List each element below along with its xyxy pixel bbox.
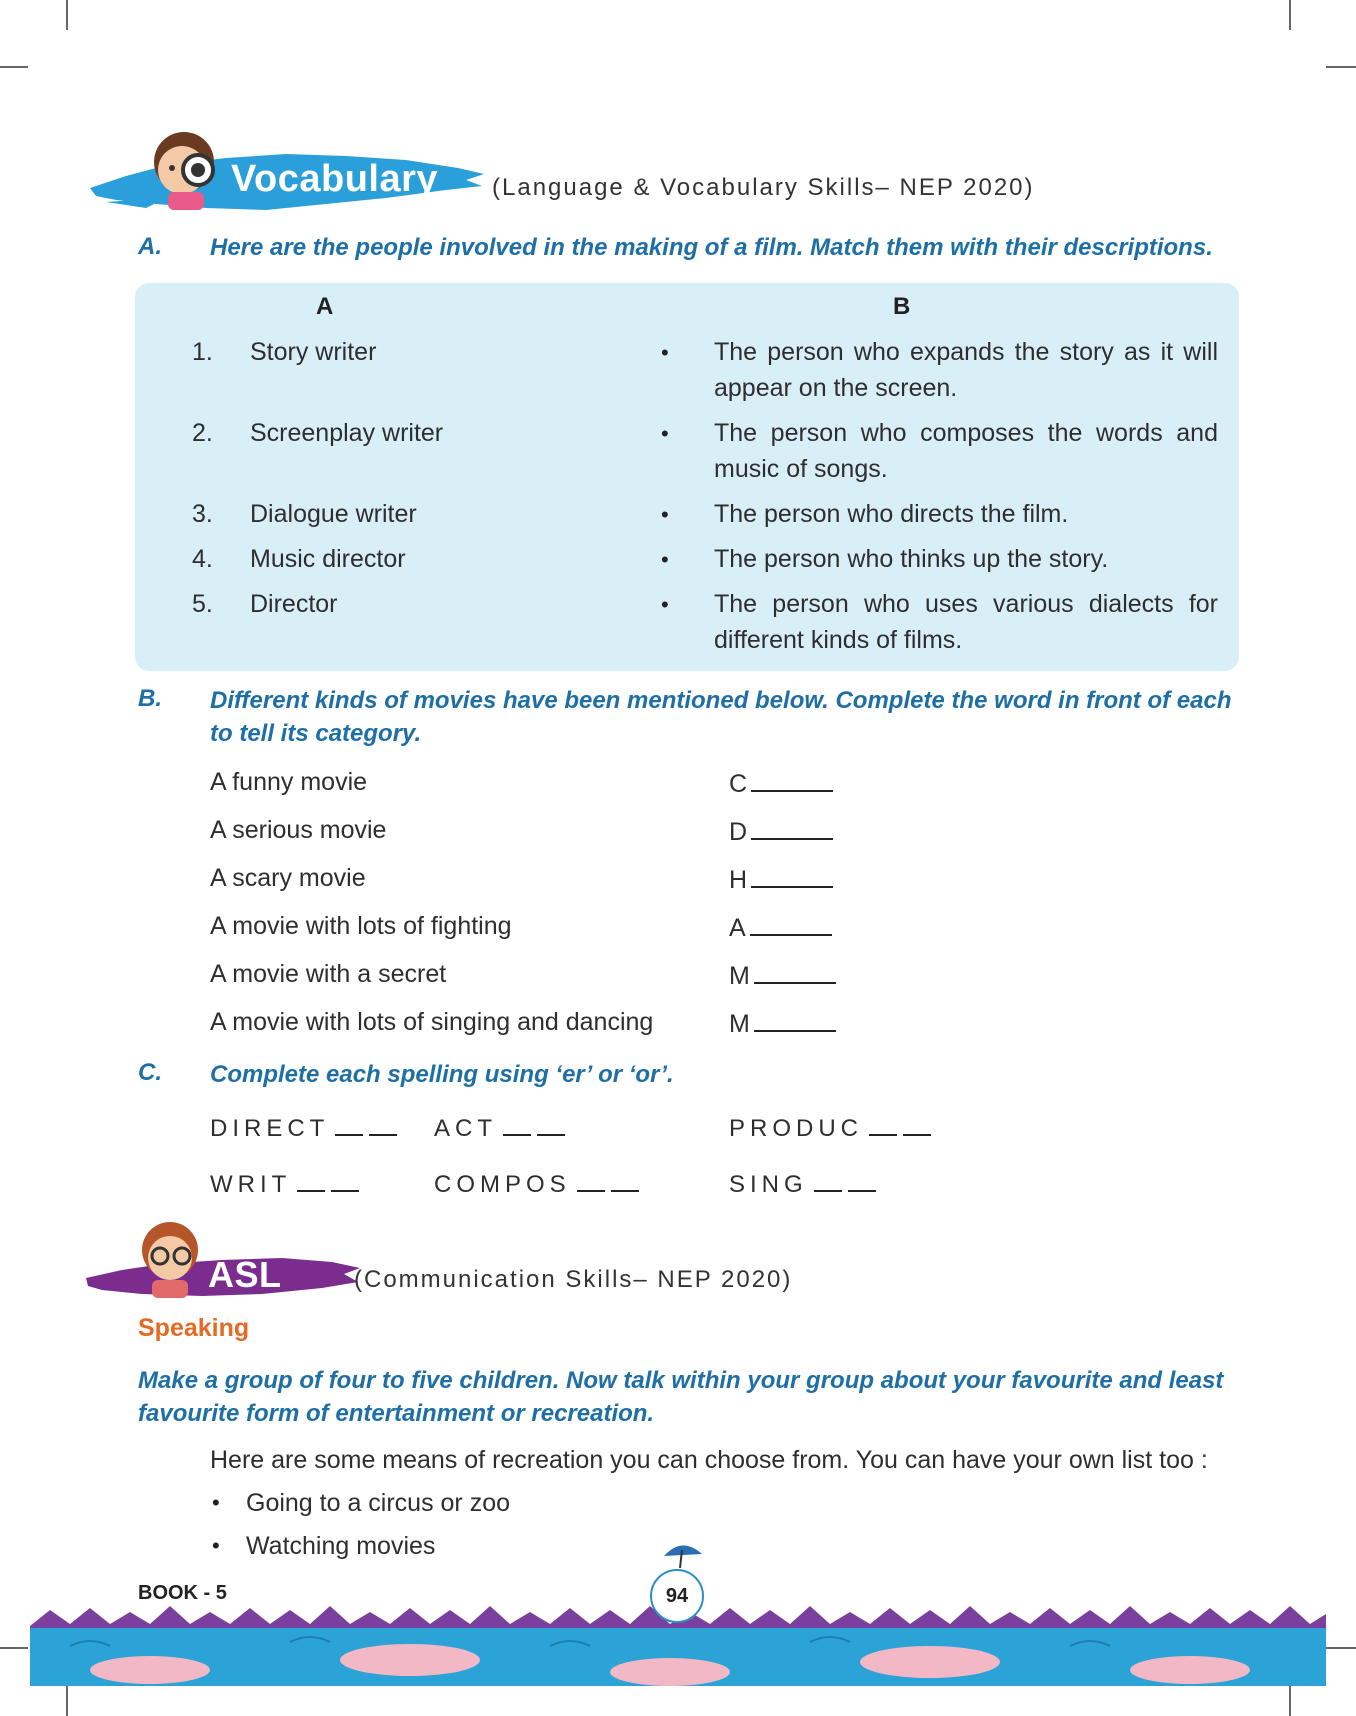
speaking-heading: Speaking [138, 1314, 250, 1342]
girl-magnifier-icon [140, 120, 232, 212]
word-stem: SING [729, 1171, 808, 1198]
category-answer[interactable] [729, 956, 836, 994]
movie-description: A serious movie [210, 816, 387, 844]
spelling-item[interactable] [434, 1114, 565, 1143]
page-number: 94 [650, 1569, 704, 1623]
crop-mark [1289, 1686, 1291, 1716]
letter-blank[interactable] [537, 1114, 565, 1136]
recreation-item: Watching movies [246, 1532, 436, 1560]
category-initial: C [729, 770, 748, 798]
crop-mark [66, 1686, 68, 1716]
section-a-instruction: Here are the people involved in the making of a film. Match them with their descriptions. [210, 234, 1213, 261]
col-b-description: The person who composes the words and music of songs. [714, 419, 1218, 483]
bullet: • [661, 547, 669, 572]
movie-description: A scary movie [210, 864, 366, 892]
section-c-instruction: Complete each spelling using ‘er’ or ‘or’. [210, 1061, 674, 1088]
col-a-number: 3. [192, 500, 213, 528]
crop-mark [1289, 0, 1291, 30]
category-answer[interactable] [729, 764, 833, 802]
column-a-heading: A [316, 293, 334, 320]
bullet: • [661, 421, 669, 446]
category-answer[interactable] [729, 812, 833, 850]
crop-mark [1326, 66, 1356, 68]
movie-description: A movie with a secret [210, 960, 447, 988]
umbrella-icon [660, 1536, 706, 1570]
column-b-heading: B [893, 293, 911, 320]
crop-mark [66, 0, 68, 30]
category-initial: D [729, 818, 748, 846]
word-stem: DIRECT [210, 1115, 330, 1142]
col-b-description: The person who expands the story as it will appear on the screen. [714, 338, 1218, 402]
word-stem: PRODUC [729, 1115, 864, 1142]
bullet: • [212, 1490, 220, 1515]
vocabulary-title: Vocabulary [231, 158, 439, 200]
spelling-item[interactable] [434, 1170, 639, 1199]
col-a-number: 5. [192, 590, 213, 618]
word-stem: WRIT [210, 1171, 292, 1198]
letter-blank[interactable] [903, 1114, 931, 1136]
col-a-number: 4. [192, 545, 213, 573]
letter-blank[interactable] [577, 1170, 605, 1192]
word-stem: COMPOS [434, 1171, 571, 1198]
speaking-intro: Here are some means of recreation you can choose from. You can have your own list too : [210, 1446, 1208, 1474]
answer-blank[interactable] [751, 764, 833, 792]
answer-blank[interactable] [751, 860, 833, 888]
answer-blank[interactable] [754, 956, 836, 984]
asl-subtitle: (Communication Skills– NEP 2020) [354, 1266, 793, 1293]
answer-blank[interactable] [750, 908, 832, 936]
category-answer[interactable] [729, 1004, 836, 1042]
movie-description: A movie with lots of fighting [210, 912, 512, 940]
vocabulary-subtitle: (Language & Vocabulary Skills– NEP 2020) [492, 174, 1035, 201]
book-label: BOOK - 5 [138, 1582, 227, 1604]
answer-blank[interactable] [751, 812, 833, 840]
speaking-instruction: Make a group of four to five children. Now talk within your group about your favourite and least favourite form of entertainment or recreation. [138, 1367, 1224, 1427]
letter-blank[interactable] [869, 1114, 897, 1136]
col-a-number: 2. [192, 419, 213, 447]
spelling-item[interactable] [210, 1170, 359, 1199]
col-a-item: Screenplay writer [250, 419, 444, 447]
letter-blank[interactable] [814, 1170, 842, 1192]
letter-blank[interactable] [848, 1170, 876, 1192]
category-answer[interactable] [729, 860, 833, 898]
col-a-item: Director [250, 590, 338, 618]
crop-mark [0, 66, 28, 68]
bullet: • [661, 592, 669, 617]
category-initial: M [729, 962, 750, 990]
crop-mark [0, 1647, 28, 1649]
letter-blank[interactable] [297, 1170, 325, 1192]
spelling-item[interactable] [729, 1170, 876, 1199]
section-c-letter: C. [138, 1059, 162, 1086]
asl-title: ASL [208, 1254, 282, 1295]
movie-description: A funny movie [210, 768, 368, 796]
spelling-item[interactable] [210, 1114, 397, 1143]
boy-glasses-icon [130, 1214, 210, 1300]
bullet: • [661, 340, 669, 365]
col-a-number: 1. [192, 338, 213, 366]
category-answer[interactable] [729, 908, 832, 946]
bullet: • [661, 502, 669, 527]
col-b-description: The person who directs the film. [714, 500, 1069, 528]
movie-description: A movie with lots of singing and dancing [210, 1008, 654, 1036]
category-initial: A [729, 914, 746, 942]
col-b-description: The person who uses various dialects for different kinds of films. [714, 590, 1218, 654]
letter-blank[interactable] [335, 1114, 363, 1136]
letter-blank[interactable] [369, 1114, 397, 1136]
crop-mark [1326, 1647, 1356, 1649]
letter-blank[interactable] [331, 1170, 359, 1192]
word-stem: ACT [434, 1115, 497, 1142]
letter-blank[interactable] [611, 1170, 639, 1192]
section-b-letter: B. [138, 685, 162, 712]
answer-blank[interactable] [754, 1004, 836, 1032]
recreation-item: Going to a circus or zoo [246, 1489, 511, 1517]
bullet: • [212, 1533, 220, 1558]
section-a-letter: A. [138, 233, 162, 260]
letter-blank[interactable] [503, 1114, 531, 1136]
col-b-description: The person who thinks up the story. [714, 545, 1109, 573]
col-a-item: Story writer [250, 338, 377, 366]
category-initial: M [729, 1010, 750, 1038]
col-a-item: Dialogue writer [250, 500, 417, 528]
spelling-item[interactable] [729, 1114, 931, 1143]
section-b-instruction: Different kinds of movies have been mentioned below. Complete the word in front of each to tell its category. [210, 687, 1232, 747]
col-a-item: Music director [250, 545, 406, 573]
category-initial: H [729, 866, 748, 894]
